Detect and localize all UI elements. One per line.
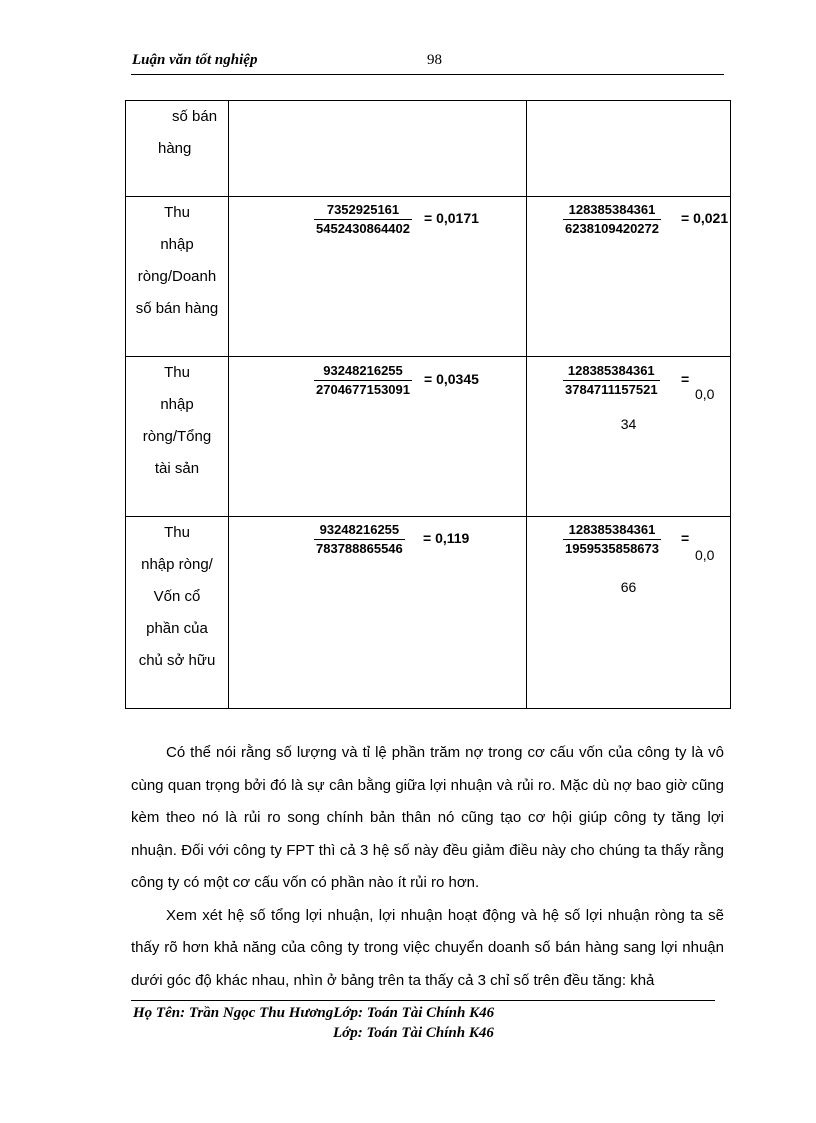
formula bbox=[527, 521, 730, 564]
result-continued: 34 bbox=[620, 415, 637, 432]
equals-sign: = bbox=[681, 530, 690, 547]
label-line: Thu bbox=[164, 363, 190, 381]
result: = 0,0171 bbox=[424, 210, 479, 227]
footer-author: Họ Tên: Trần Ngọc Thu HươngLớp: Toán Tài Chính K46 bbox=[133, 1005, 495, 1021]
value-cell-curr bbox=[527, 197, 731, 357]
row-label-cell bbox=[126, 517, 229, 709]
fraction bbox=[563, 521, 661, 558]
fraction bbox=[314, 201, 412, 238]
label-line: ròng/Tổng bbox=[142, 427, 212, 445]
formula bbox=[229, 201, 526, 241]
denominator: 783788865546 bbox=[316, 541, 403, 557]
numerator: 93248216255 bbox=[319, 522, 400, 538]
paragraph: Xem xét hệ số tổng lợi nhuận, lợi nhuận hoạt động và hệ số lợi nhuận ròng ta sẽ thấy rõ hơn khả năng của công ty trong việc chuyển doanh số bán hàng sang lợi nhuận dưới góc độ khác nhau, nhìn ở bảng trên ta thấy cả 3 chỉ số trên đều tăng: khả bbox=[131, 906, 724, 989]
footer-class: Lớp: Toán Tài Chính K46 bbox=[333, 1025, 494, 1041]
label-line: Thu bbox=[164, 204, 190, 222]
formula bbox=[527, 201, 730, 241]
label-line: nhập ròng/ bbox=[141, 556, 213, 574]
value-cell-curr bbox=[527, 356, 731, 517]
numerator: 128385384361 bbox=[568, 202, 656, 218]
label-line: phần của bbox=[146, 620, 208, 638]
fraction bbox=[314, 521, 405, 558]
fraction bbox=[563, 201, 661, 238]
denominator: 3784711157521 bbox=[565, 381, 658, 397]
value-cell-prev bbox=[229, 356, 527, 517]
result: = 0,119 bbox=[423, 530, 470, 547]
table-row bbox=[126, 101, 731, 197]
denominator: 1959535858673 bbox=[565, 541, 659, 557]
result: 0,0 bbox=[695, 385, 715, 402]
numerator: 93248216255 bbox=[323, 362, 403, 378]
ratio-table bbox=[125, 100, 731, 709]
label-line: số bán bbox=[172, 108, 218, 125]
value-cell-curr bbox=[527, 517, 731, 709]
result-continued: 66 bbox=[620, 579, 637, 596]
value-cell-prev bbox=[229, 101, 527, 197]
formula bbox=[527, 362, 730, 402]
paragraph: Có thể nói rằng số lượng và tỉ lệ phần trăm nợ trong cơ cấu vốn của công ty là vô cùng quan trọng bởi đó là sự cân bằng giữa lợi nhuận và rủi ro. Mặc dù nợ bao giờ cũng kèm theo nó là rủi ro song chính bản thân nó cũng tạo cơ hội giúp công ty tăng lợi nhuận. Đối với công ty FPT thì cả 3 hệ số này đều giảm điều này cho chúng ta thấy rằng công ty có một cơ cấu vốn có phần nào ít rủi ro hơn. bbox=[131, 744, 724, 891]
result: 0,0 bbox=[695, 547, 715, 564]
formula bbox=[229, 521, 526, 561]
body-text bbox=[131, 737, 724, 997]
label-line: chủ sở hữu bbox=[138, 652, 216, 670]
header-title: Luận văn tốt nghiệp bbox=[132, 52, 258, 68]
table-row bbox=[126, 356, 731, 517]
numerator: 7352925161 bbox=[326, 202, 400, 218]
equals-sign: = bbox=[681, 370, 690, 387]
row-label-cell bbox=[126, 101, 229, 197]
denominator: 5452430864402 bbox=[316, 221, 410, 237]
table-row bbox=[126, 197, 731, 357]
label-line: tài sản bbox=[154, 459, 200, 477]
page-number: 98 bbox=[427, 52, 442, 68]
result: = 0,0345 bbox=[424, 370, 479, 387]
value-cell-curr bbox=[527, 101, 731, 197]
value-cell-prev bbox=[229, 517, 527, 709]
fraction bbox=[563, 362, 660, 399]
label-line: số bán hàng bbox=[135, 300, 219, 318]
label-line: hàng bbox=[158, 140, 192, 157]
numerator: 128385384361 bbox=[567, 362, 655, 378]
value-cell-prev bbox=[229, 197, 527, 357]
row-label-cell bbox=[126, 356, 229, 517]
result: = 0,021 bbox=[681, 210, 729, 227]
row-label-cell bbox=[126, 197, 229, 357]
label-line: ròng/Doanh bbox=[137, 268, 217, 286]
table-row bbox=[126, 517, 731, 709]
numerator: 128385384361 bbox=[568, 522, 656, 538]
denominator: 2704677153091 bbox=[316, 381, 410, 397]
fraction bbox=[314, 362, 412, 399]
footer-divider bbox=[131, 1000, 715, 1001]
label-line: Thu bbox=[164, 524, 190, 542]
label-line: nhập bbox=[160, 395, 194, 413]
label-line: Vốn cổ bbox=[153, 588, 201, 606]
page-header bbox=[131, 52, 724, 75]
formula bbox=[229, 362, 526, 402]
denominator: 6238109420272 bbox=[565, 221, 659, 237]
label-line: nhập bbox=[160, 236, 194, 254]
